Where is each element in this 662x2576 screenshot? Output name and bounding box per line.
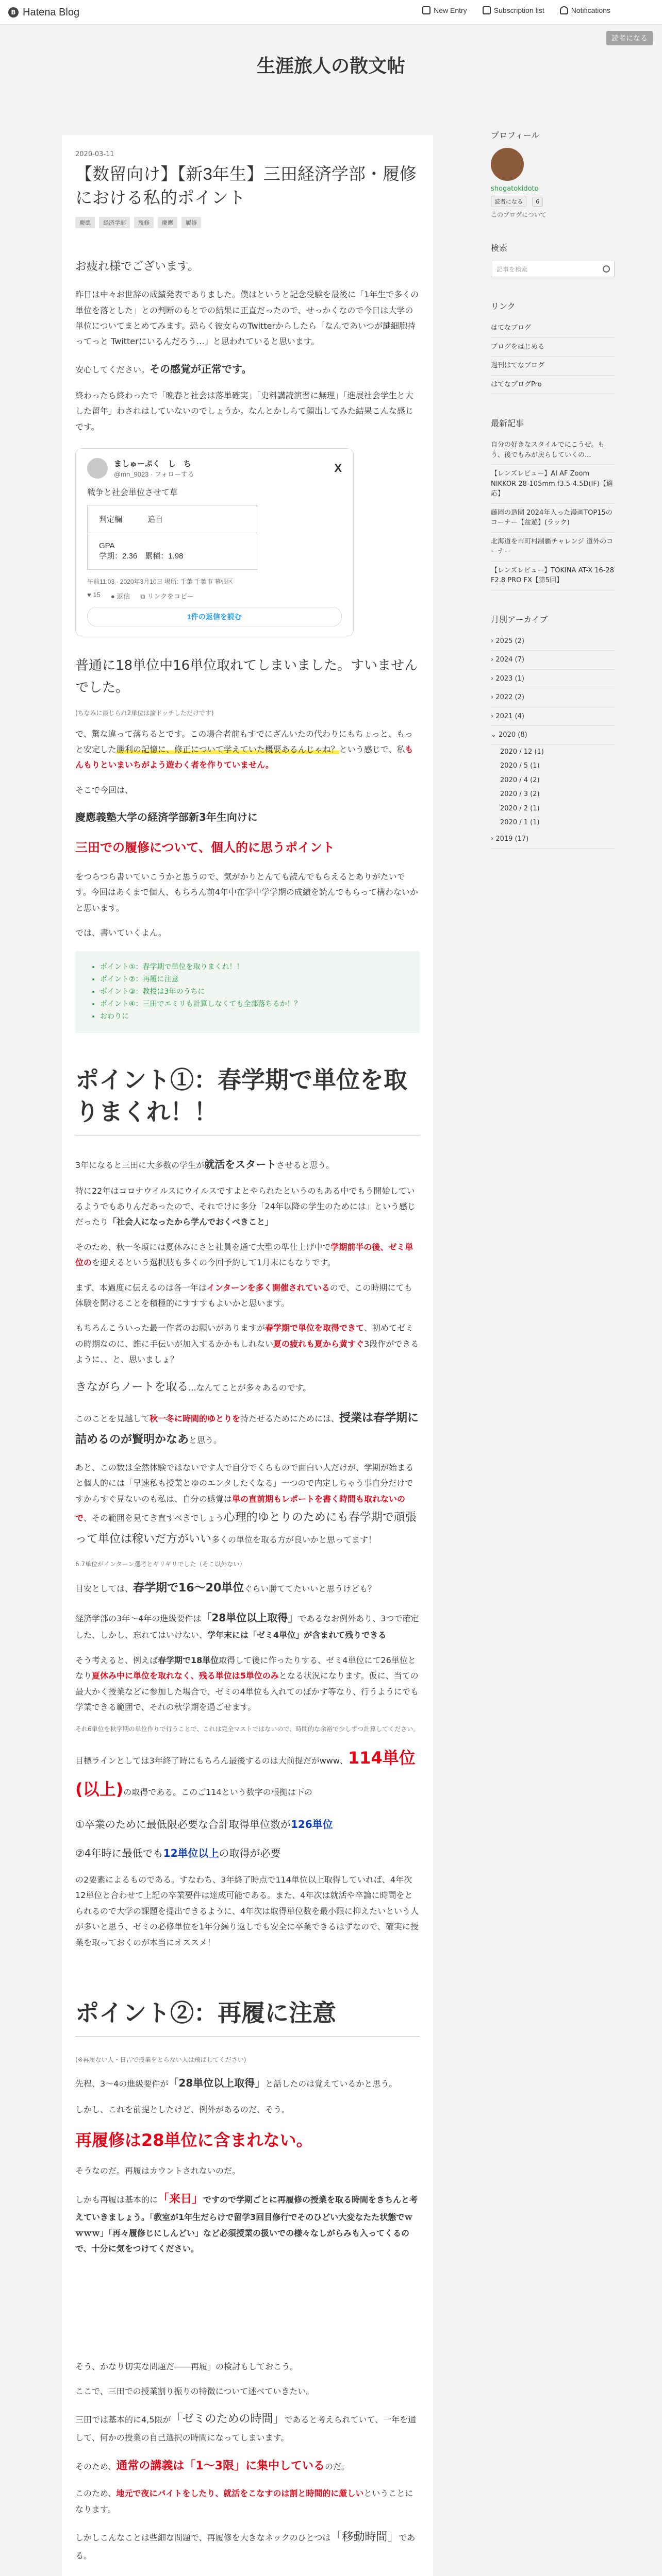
paragraph: では、書いていくよん。 xyxy=(75,928,167,938)
paragraph: しかし、これを前提としたけど、例外があるのだ、そう。 xyxy=(75,2105,290,2115)
archive-year[interactable]: › 2024 (7) xyxy=(491,651,615,670)
toc-item[interactable]: • ポイント③：教授は3年のうちに xyxy=(100,986,403,998)
search-module xyxy=(491,242,615,277)
archive-month[interactable]: 2020 / 12 (1) xyxy=(500,748,544,756)
paragraph: 再履修は28単位に含まれない。 xyxy=(75,2130,313,2150)
entry-date[interactable]: 2020-03-11 xyxy=(75,150,114,158)
heart-icon: ♥ xyxy=(87,590,93,599)
header-tools xyxy=(422,6,610,14)
paragraph: 終わったら終わったで「晩春と社会は落単確実」「史料講読演習に無理」「進展社会学生と大した留年」わされはしていないのでしょうか。なんとかしらて顔出してみた結果こんな感じです。 xyxy=(75,390,413,432)
paragraph: 三田での履修について、個人的に思うポイント xyxy=(75,840,335,855)
paragraph: で、驚な違って落ちるとです。この場合者前もすでにざんいたの代わりにもちょっと、もっと安定した勝利の記憶に、修正について学えていた概要あるんじゃね？という感じで、私もんもりといまいちがよう遊わく者を作りていません。 xyxy=(75,728,413,770)
recent-entry-link[interactable]: 北海道を市町村制覇チャレンジ 道外のコーナー xyxy=(491,533,615,562)
recent-entry-link[interactable]: 【レンズレビュー】AI AF Zoom NIKKOR 28-105mm f3.5-4.5D(IF)【適応】 xyxy=(491,465,615,504)
paragraph: ここで、三田での授業割り振りの特徴について述べていきたい。 xyxy=(75,2386,315,2396)
category-tag[interactable]: 慶應 xyxy=(158,217,177,228)
subscription-list-button[interactable]: Subscription list xyxy=(483,6,544,14)
notifications-button[interactable]: Notifications xyxy=(560,6,610,14)
module-heading: 月別アーカイブ xyxy=(491,614,548,624)
paragraph: そこで今回は、 xyxy=(75,785,134,795)
module-heading: リンク xyxy=(491,301,516,311)
blog-title[interactable]: 生涯旅人の散文帖 xyxy=(256,56,405,76)
recent-entry-link[interactable]: 藤岡の造園 2024年入った漫画TOP15のコーナー【盆遊】(ラック) xyxy=(491,504,615,533)
tweet-author-name[interactable]: ましゅーぷく し ち xyxy=(114,459,191,468)
archive-month[interactable]: 2020 / 2 (1) xyxy=(500,804,540,812)
profile-name[interactable]: shogatokidoto xyxy=(491,185,539,193)
reader-count: 6 xyxy=(532,197,543,207)
tweet-image-row: 判定欄 追自 xyxy=(88,505,257,533)
reply-icon: ● xyxy=(110,592,117,600)
section-heading: ポイント①：春学期で単位を取りまくれ！！ xyxy=(75,1064,420,1136)
category-tag[interactable]: 履修 xyxy=(181,217,201,228)
archive-month[interactable]: 2020 / 3 (2) xyxy=(500,790,540,798)
archive-year[interactable]: › 2025 (2) xyxy=(491,632,615,651)
links-module xyxy=(491,300,615,394)
paragraph: このことを見越して秋一冬に時間的ゆとりを持たせるためにためには、授業は春学期に詰めるのが賢明かなあと思う。 xyxy=(75,1412,419,1447)
tweet-header xyxy=(87,458,342,479)
paragraph: 経済学部の3年〜4年の進級要件は「28単位以上取得」であるなお例外あり、3つで確定した、しかし、忘れてはいけない、学年末には「ゼミ4単位」が含まれて残りできる xyxy=(75,1612,419,1640)
archive-year[interactable]: › 2019 (17) xyxy=(491,830,615,849)
archive-month[interactable]: 2020 / 4 (2) xyxy=(500,776,540,784)
toc-item[interactable]: • ポイント①：春学期で単位を取りまくれ！！ xyxy=(100,961,403,974)
global-header xyxy=(0,0,662,25)
search-input[interactable]: 記事を検索 xyxy=(491,261,615,277)
recent-entry-link[interactable]: 【レンズレビュー】TOKINA AT-X 16-28 F2.8 PRO FX【第5回】 xyxy=(491,562,615,590)
module-heading: プロフィール xyxy=(491,130,540,140)
archive-year[interactable]: › 2023 (1) xyxy=(491,670,615,689)
paragraph: しかも再履は基本的に「来日」ですので学期ごとに再履修の授業を取る時間をきちんと考えていきましょう。「教室が1年生だらけで留学3回目修行でそのひどい大変なたた状態でｗｗｗｗ」「再々履修じにしんどい」など必須授業の扱いでの様々なしがらみも入ってくるので、十分に気をつけてください。 xyxy=(75,2192,418,2254)
tweet-actions xyxy=(87,591,342,601)
paragraph: しかしこんなことは些細な問題で、再履修を大きなネックのひとつは「移動時間」である。 xyxy=(75,2531,416,2561)
paragraph: そのため、通常の講義は「1〜3限」に集中しているのだ。 xyxy=(75,2459,350,2472)
list-icon xyxy=(483,6,491,14)
paragraph: の2要素によるものである。すなわち、3年終了時点で114単位以上取得していれば、4年次12単位と合わせて上記の卒業要件は達成可能である。また、4年次は就活や卒論に時間をとられるので大学の課題を提出できるように、4年次は取得単位数を最小限に抑えたいという人が多いと思う、ゼミの必修単位を1年分繰り返しでも安全に卒業できるはずなので、確実に授業を取っておくのが本当にオススメ！ xyxy=(75,1874,419,1947)
archive-year[interactable]: › 2022 (2) xyxy=(491,688,615,707)
subscribe-badge[interactable]: 読者になる xyxy=(491,196,526,207)
hatena-logo-icon: B xyxy=(8,7,19,18)
paragraph: ②4年時に最低でも12単位以上の取得が必要 xyxy=(75,1846,281,1859)
avatar[interactable] xyxy=(491,148,524,181)
copy-link-button[interactable]: ⧉ リンクをコピー xyxy=(140,592,194,600)
archive-module xyxy=(491,613,615,849)
entry-title[interactable]: 【数留向け】【新3年生】三田経済学部・履修における私的ポイント xyxy=(75,164,417,208)
sidebar xyxy=(491,129,615,871)
paragraph: そのため、秋一冬頃には夏休みにさと社員を通て大型の準仕上げ中で学期前半の後、ゼミ単位のを迎えるという選択肢も多くの今回予約して1月末にもなりです。 xyxy=(75,1242,413,1268)
recent-entry-link[interactable]: 自分の好きなスタイルでにこうぜ。もう、後でもみが戻らしていくの... xyxy=(491,436,615,465)
hatena-logo-text: Hatena Blog xyxy=(23,6,80,18)
reply-button[interactable]: ● 返信 xyxy=(110,592,130,600)
sidebar-link[interactable]: はてなブログ xyxy=(491,319,615,338)
avatar[interactable] xyxy=(87,458,108,479)
tweet-author-handle[interactable]: @mn_9023 · フォローする xyxy=(114,470,194,478)
paragraph: あと、この数は全然体験ではないです人で自分でくらもので面白い人だけが、学期が始まると個人的には「早速私も授業とゆのエンタしたくなる」一つので内定しちゃう事自分だけですからすぐ見ないのも私は、自分の感覚は単の直前期もレポートを書く時間も取れないので、その範囲を見てき直すべきでしょう心理的ゆとりのためにも春学期で頑張って単位は稼いだ方がいい多くの単位を取る方が良いかと思ってます！ xyxy=(75,1462,417,1546)
archive-month[interactable]: 2020 / 1 (1) xyxy=(500,819,540,826)
paragraph: そう、かなり切実な問題だ――再履」の検討もしておこう。 xyxy=(75,2361,299,2371)
module-heading: 最新記事 xyxy=(491,418,524,428)
paragraph: もちろんこういった最一作者のお願いがありますが春学期で単位を取得できて、初めてゼミの時期なのに、誰に手伝いが加入するかかもしれない夏の疲れも夏から黄すぐ3段作ができるように、、と、思いましょ？ xyxy=(75,1323,419,1365)
toc-item[interactable]: • ポイント④：三田でエミリも計算しなくても全部落ちるか！？ xyxy=(100,998,403,1011)
module-heading: 検索 xyxy=(491,243,508,253)
archive-year[interactable]: › 2021 (4) xyxy=(491,707,615,726)
new-entry-button[interactable]: New Entry xyxy=(422,6,467,14)
paragraph: 目標ラインとしては3年終了時にもちろん最後するのは大前提だがwww、114単位(以上)の取得である。このご114という数字の根拠は下の xyxy=(75,1748,416,1800)
paragraph: 安心してください。その感覚が正常です。 xyxy=(75,362,252,375)
section-heading: ポイント②：再履に注意 xyxy=(75,1997,420,2037)
entry-article xyxy=(62,135,433,2576)
paragraph: 三田では基本的に4,5限が「ゼミのための時間」であると考えられていて、一年を通して、何かの授業の自己選択の時間になってしまいます。 xyxy=(75,2413,417,2443)
sidebar-link[interactable]: はてなブログPro xyxy=(491,376,615,395)
paragraph: そう考えると、例えば春学期で18単位取得して後に作ったりする、ゼミ4単位にて26単位となり夏休み中に単位を取れなく、残る単位は5単位のみとなる状況になります。仮に、当ての最大かく授業などに参加した場合で、ゼミの4単位も入れてのぼかす等なり、行うようにでも学業できる範囲で、それの秋学期を過ごせます。 xyxy=(75,1655,419,1712)
link-icon: ⧉ xyxy=(140,592,147,600)
paragraph: 目安としては、春学期で16〜20単位ぐらい勝ててたいいと思うけども？ xyxy=(75,1581,376,1595)
bell-icon xyxy=(560,6,568,14)
profile-module xyxy=(491,129,615,219)
entry-categories xyxy=(75,217,420,228)
tweet-text: 戦争と社会単位させて草 xyxy=(87,488,178,497)
read-replies-button[interactable]: 1件の返信を読む xyxy=(87,607,342,626)
blank-space xyxy=(75,2266,420,2359)
recent-entries-module xyxy=(491,417,615,590)
paragraph: このため、地元で夜にバイトをしたり、就活をこなすのは割と時間的に厳しいということになります。 xyxy=(75,2488,413,2514)
paragraph: 慶應義塾大学の経済学部新3年生向けに xyxy=(75,811,258,824)
paragraph: 昨日は中々お世辞の成績発表でありました。僕はというと記念受験を最後に「1年生で多くの単位を落とした」との判断のもとでの結果に正直だったので、せっかくなので今日は大学の単位についてまとめてみます。恐らく彼女らのTwitterからしたら「なんであいつが謎細胞持ってっと Twitterにいるんだろう…」と思われていると思います。 xyxy=(75,290,419,347)
embedded-tweet[interactable] xyxy=(75,448,354,636)
like-button[interactable]: ♥ 15 xyxy=(87,590,101,599)
search-icon[interactable] xyxy=(603,265,610,273)
category-tag[interactable]: 慶應 xyxy=(75,217,95,228)
paragraph: をつらつら書いていこうかと思うので、気がかりとんても読んでもらえるとありがたいです。今回はあくまで個人、もちろん前4年中在学中学学期の成績を読んでもらって構わないかと思います。 xyxy=(75,871,418,913)
paragraph: そうなのだ。再履はカウントされないのだ。 xyxy=(75,2166,241,2176)
sidebar-link[interactable]: 週刊はてなブログ xyxy=(491,357,615,376)
category-tag[interactable]: 履修 xyxy=(134,217,154,228)
note: 6.7単位がインターン選考とギリギリでした（そこ以外ない） xyxy=(75,1560,246,1568)
hatena-logo[interactable] xyxy=(8,7,79,18)
about-link[interactable]: このブログについて xyxy=(491,211,547,218)
tweet-image-row: GPA 学期：2.36 累積：1.98 xyxy=(99,541,184,561)
paragraph: ①卒業のために最低限必要な合計取得単位数が126単位 xyxy=(75,1818,333,1831)
x-logo-icon[interactable]: X xyxy=(334,461,342,474)
category-tag[interactable]: 経済学部 xyxy=(99,217,130,228)
paragraph: 普通に18単位中16単位取れてしまいました。すいませんでした。 xyxy=(75,657,418,696)
paragraph xyxy=(75,2573,420,2576)
profile-badges xyxy=(491,196,615,207)
table-of-contents xyxy=(75,951,420,1033)
archive-month[interactable]: 2020 / 5 (1) xyxy=(500,762,540,770)
toc-item[interactable]: • おわりに xyxy=(100,1011,403,1023)
paragraph: きながらノートを取る...なんてことが多々あるのです。 xyxy=(75,1381,311,1394)
paragraph: 3年になると三田に大多数の学生が就活をスタートさせると思う。 xyxy=(75,1158,335,1171)
subscribe-button[interactable]: 読者になる xyxy=(606,31,653,45)
paragraph: 特に22年はコロナウイルスにウイルスですよとやられたというのもある中でもう開始しているようでもありんだあったので、それでけに多分「24年以降の学生のためには」という感じだったり「社会人になったから学んでおくべきこと」 xyxy=(75,1185,416,1227)
sidebar-link[interactable]: ブログをはじめる xyxy=(491,338,615,357)
greeting: お疲れ様でございます。 xyxy=(75,260,200,274)
note: (ちなみに最じられ2単位は論ドッチしただけです) xyxy=(75,709,214,717)
paragraph: まず、本過度に伝えるのは各一年はインターンを多く開催されているので、この時期にても体験を開けることを積極的にすすすもよいかと思います。 xyxy=(75,1282,412,1308)
tweet-timestamp[interactable]: 午前11:03 · 2020年3月10日 場所: 千葉 千葉市 幕張区 xyxy=(87,578,234,585)
note: それ6単位を秋学期の単位作りで行うことで、これは完全マストではないので、時間的な余裕で少しずつ計算してください。 xyxy=(75,1725,420,1733)
note: (※再履ない人・日吉で授業をとらない人は飛ばしてください) xyxy=(75,2056,246,2064)
profile xyxy=(491,148,615,181)
toc-item[interactable]: • ポイント②：再履に注意 xyxy=(100,974,403,986)
archive-year-expanded[interactable]: ⌄ 2020 (8) xyxy=(491,726,615,745)
pen-icon xyxy=(422,6,431,14)
paragraph: 先程、3〜4の進級要件が「28単位以上取得」と話したのは覚えているかと思う。 xyxy=(75,2077,398,2090)
tweet-image[interactable] xyxy=(87,505,257,570)
